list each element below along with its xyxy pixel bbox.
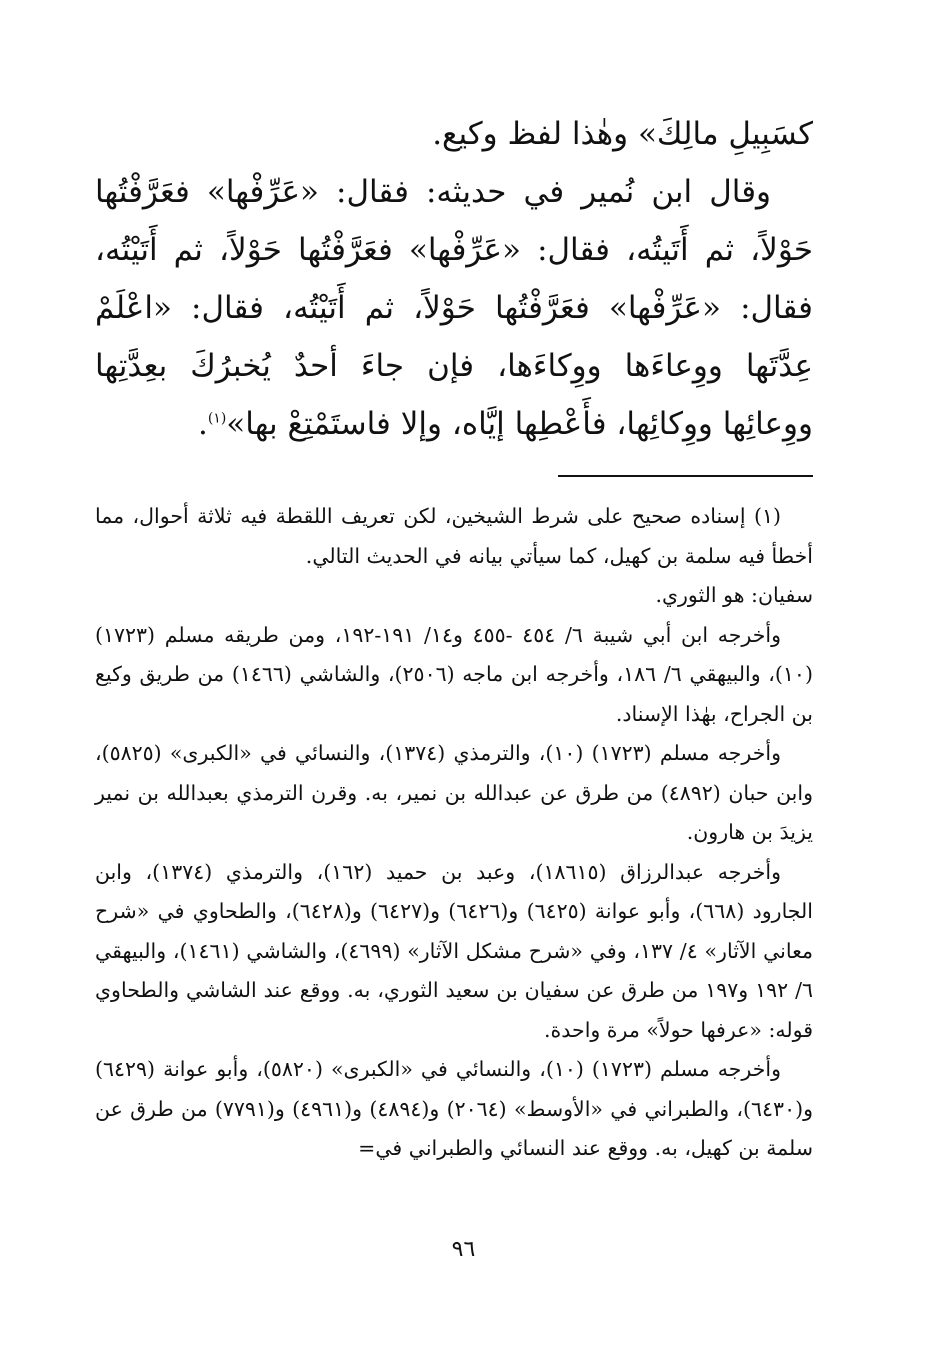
footnote-separator [558, 475, 813, 477]
page-number: ٩٦ [451, 1237, 476, 1262]
footnotes [95, 497, 813, 1169]
footnote-paragraph-ibn-abi-shayba: وأخرجه ابن أبي شيبة ٦/ ٤٥٤ -٤٥٥ و١٤/ ١٩١-١٩٢، ومن طريقه مسلم (١٧٢٣) (١٠)، والبيهقي ٦/ ١٨٦، وأخرجه ابن ماجه (٢٥٠٦)، والشاشي (١٤٦٦) من طريق وكيع بن الجراح، بهٰذا الإسناد. [95, 622, 813, 726]
footnote-reference-1: (١) [207, 410, 227, 427]
book-page [95, 105, 813, 1169]
footnote-paragraph-muslim-ibn-numayr: وأخرجه مسلم (١٧٢٣) (١٠)، والترمذي (١٣٧٤)، والنسائي في «الكبرى» (٥٨٢٥)، وابن حبان (٤٨٩٢) من طرق عن عبدالله بن نمير، به. وقرن الترمذي بعبدالله بن نمير يزيدَ بن هارون. [95, 741, 813, 844]
footnote-paragraph-abdurrazzaq: وأخرجه عبدالرزاق (١٨٦١٥)، وعبد بن حميد (١٦٢)، والترمذي (١٣٧٤)، وابن الجارود (٦٦٨)، وأبو عوانة (٦٤٢٥) و(٦٤٢٦) و(٦٤٢٧) و(٦٤٢٨)، والطحاوي في «شرح معاني الآثار» ٤/ ١٣٧، وفي «شرح مشكل الآثار» (٤٦٩٩)، والشاشي (١٤٦١)، والبيهقي ٦/ ١٩٢ و١٩٧ من طرق عن سفيان بن سعيد الثوري، به. ووقع عند الشاشي والطحاوي قوله: «عرفها حولاً» مرة واحدة. [95, 859, 813, 1042]
main-paragraph-2 [95, 163, 813, 453]
main-paragraph-2-text: وقال ابن نُمير في حديثه: فقال: «عَرِّفْها» فعَرَّفْتُها حَوْلاً، ثم أَتَيتُه، فقال: «عَرِّفْها» فعَرَّفْتُها حَوْلاً، ثم أَتَيْتُه، فقال: «عَرِّفْها» فعَرَّفْتُها حَوْلاً، ثم أَتَيْتُه، فقال: «اعْلَمْ عِدَّتَها ووِعاءَها ووِكاءَها، فإن جاءَ أحدٌ يُخبرُكَ بعِدَّتِها ووِعائِها ووِكائِها، فأَعْطِها إيَّاه، وإلا فاستَمْتِعْ بها» [95, 174, 813, 442]
footnote-line-sufyan: سفيان: هو الثوري. [655, 583, 813, 607]
main-paragraph-1: كسَبِيلِ مالِكَ» وهٰذا لفظ وكيع. [432, 116, 813, 152]
footnote-paragraph-muslim-salama: وأخرجه مسلم (١٧٢٣) (١٠)، والنسائي في «الكبرى» (٥٨٢٠)، وأبو عوانة (٦٤٢٩) و(٦٤٣٠)، والطبراني في «الأوسط» (٢٠٦٤) و(٤٨٩٤) و(٤٩٦١) و(٧٧٩١) من طرق عن سلمة بن كهيل، به. ووقع عند النسائي والطبراني في= [95, 1057, 813, 1160]
main-text [95, 105, 813, 453]
footnote-1: (١) إسناده صحيح على شرط الشيخين، لكن تعريف اللقطة فيه ثلاثة أحوال، مما أخطأ فيه سلمة بن كهيل، كما سيأتي بيانه في الحديث التالي. [95, 504, 813, 568]
main-paragraph-2-end: . [197, 406, 208, 442]
